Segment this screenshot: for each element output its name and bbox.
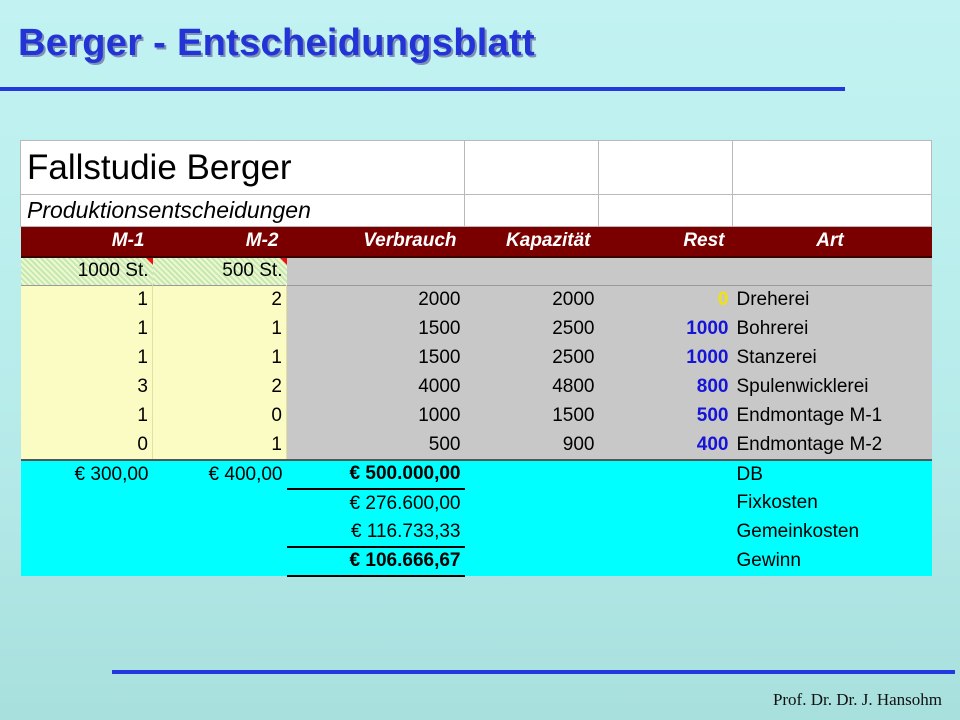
m2-cell[interactable]: 2 — [153, 373, 287, 402]
cell[interactable] — [599, 518, 733, 547]
m2-cell[interactable]: 1 — [153, 344, 287, 373]
units-m1: 1000 St. — [77, 260, 149, 282]
art-cell[interactable]: Endmontage M-2 — [733, 431, 932, 460]
cell[interactable] — [733, 257, 932, 286]
cell[interactable] — [153, 547, 287, 576]
cell[interactable] — [465, 518, 599, 547]
db-m2-cell[interactable]: € 400,00 — [153, 460, 287, 489]
footer-rule — [112, 670, 955, 674]
art-cell[interactable]: Stanzerei — [733, 344, 932, 373]
units-m2: 500 St. — [222, 260, 283, 282]
gemeinkosten-cell[interactable]: € 116.733,33 — [287, 518, 465, 547]
header-kapazitaet[interactable]: Kapazität — [465, 227, 599, 257]
db-row — [21, 460, 932, 489]
verbrauch-cell[interactable]: 1500 — [287, 315, 465, 344]
rest-cell[interactable]: 500 — [599, 402, 733, 431]
kapazitaet-cell[interactable]: 2500 — [465, 344, 599, 373]
rest-cell[interactable]: 1000 — [599, 344, 733, 373]
rest-cell[interactable]: 400 — [599, 431, 733, 460]
gemeinkosten-label[interactable]: Gemeinkosten — [733, 518, 932, 547]
header-m1[interactable]: M-1 — [21, 227, 153, 257]
cell[interactable] — [465, 489, 599, 518]
units-m2-cell[interactable] — [153, 257, 287, 286]
table-row — [21, 402, 932, 431]
fixkosten-cell[interactable]: € 276.600,00 — [287, 489, 465, 518]
db-label[interactable]: DB — [733, 460, 932, 489]
header-art[interactable]: Art — [733, 227, 932, 257]
db-m1-cell[interactable]: € 300,00 — [21, 460, 153, 489]
m1-cell[interactable]: 1 — [21, 286, 153, 315]
gewinn-cell[interactable]: € 106.666,67 — [287, 547, 465, 576]
sheet-subtitle[interactable]: Produktionsentscheidungen — [21, 195, 465, 227]
cell[interactable] — [599, 489, 733, 518]
table-row — [21, 315, 932, 344]
art-cell[interactable]: Endmontage M-1 — [733, 402, 932, 431]
m1-cell[interactable]: 0 — [21, 431, 153, 460]
cell[interactable] — [287, 257, 465, 286]
kapazitaet-cell[interactable]: 2500 — [465, 315, 599, 344]
cell[interactable] — [599, 141, 733, 195]
cell[interactable] — [21, 518, 153, 547]
m1-cell[interactable]: 1 — [21, 402, 153, 431]
verbrauch-cell[interactable]: 500 — [287, 431, 465, 460]
m2-cell[interactable]: 1 — [153, 431, 287, 460]
verbrauch-cell[interactable]: 1000 — [287, 402, 465, 431]
gewinn-row — [21, 547, 932, 576]
title-underline — [0, 87, 845, 91]
cell[interactable] — [465, 547, 599, 576]
m1-cell[interactable]: 3 — [21, 373, 153, 402]
gemeinkosten-row — [21, 518, 932, 547]
cell[interactable] — [465, 460, 599, 489]
sheet-title-row — [21, 141, 932, 195]
author-footer: Prof. Dr. Dr. J. Hansohm — [772, 690, 942, 709]
cell[interactable] — [599, 460, 733, 489]
sheet-title[interactable]: Fallstudie Berger — [21, 141, 465, 195]
comment-marker-icon[interactable] — [146, 258, 153, 265]
art-cell[interactable]: Bohrerei — [733, 315, 932, 344]
gewinn-label[interactable]: Gewinn — [733, 547, 932, 576]
header-rest[interactable]: Rest — [599, 227, 733, 257]
cell[interactable] — [599, 195, 733, 227]
cell[interactable] — [599, 257, 733, 286]
table-row — [21, 286, 932, 315]
kapazitaet-cell[interactable]: 4800 — [465, 373, 599, 402]
cell[interactable] — [153, 489, 287, 518]
m2-cell[interactable]: 1 — [153, 315, 287, 344]
cell[interactable] — [153, 518, 287, 547]
units-row — [21, 257, 932, 286]
db-total-cell[interactable]: € 500.000,00 — [287, 460, 465, 489]
cell[interactable] — [465, 195, 599, 227]
rest-cell[interactable]: 1000 — [599, 315, 733, 344]
cell[interactable] — [21, 547, 153, 576]
rest-cell[interactable]: 800 — [599, 373, 733, 402]
m1-cell[interactable]: 1 — [21, 315, 153, 344]
units-m1-cell[interactable] — [21, 257, 153, 286]
cell[interactable] — [599, 547, 733, 576]
cell[interactable] — [465, 141, 599, 195]
kapazitaet-cell[interactable]: 1500 — [465, 402, 599, 431]
m2-cell[interactable]: 2 — [153, 286, 287, 315]
rest-cell[interactable]: 0 — [599, 286, 733, 315]
header-verbrauch[interactable]: Verbrauch — [287, 227, 465, 257]
cell[interactable] — [733, 195, 932, 227]
m2-cell[interactable]: 0 — [153, 402, 287, 431]
table-row — [21, 373, 932, 402]
art-cell[interactable]: Spulenwicklerei — [733, 373, 932, 402]
art-cell[interactable]: Dreherei — [733, 286, 932, 315]
fixkosten-row — [21, 489, 932, 518]
cell[interactable] — [21, 489, 153, 518]
table-row — [21, 344, 932, 373]
verbrauch-cell[interactable]: 1500 — [287, 344, 465, 373]
verbrauch-cell[interactable]: 2000 — [287, 286, 465, 315]
cell[interactable] — [733, 141, 932, 195]
m1-cell[interactable]: 1 — [21, 344, 153, 373]
header-m2[interactable]: M-2 — [153, 227, 287, 257]
comment-marker-icon[interactable] — [280, 258, 287, 265]
spreadsheet — [20, 140, 931, 575]
kapazitaet-cell[interactable]: 2000 — [465, 286, 599, 315]
fixkosten-label[interactable]: Fixkosten — [733, 489, 932, 518]
kapazitaet-cell[interactable]: 900 — [465, 431, 599, 460]
cell[interactable] — [465, 257, 599, 286]
verbrauch-cell[interactable]: 4000 — [287, 373, 465, 402]
slide-title: Berger - Entscheidungsblatt — [18, 22, 535, 64]
table-row — [21, 431, 932, 460]
sheet-subtitle-row — [21, 195, 932, 227]
header-row — [21, 227, 932, 257]
